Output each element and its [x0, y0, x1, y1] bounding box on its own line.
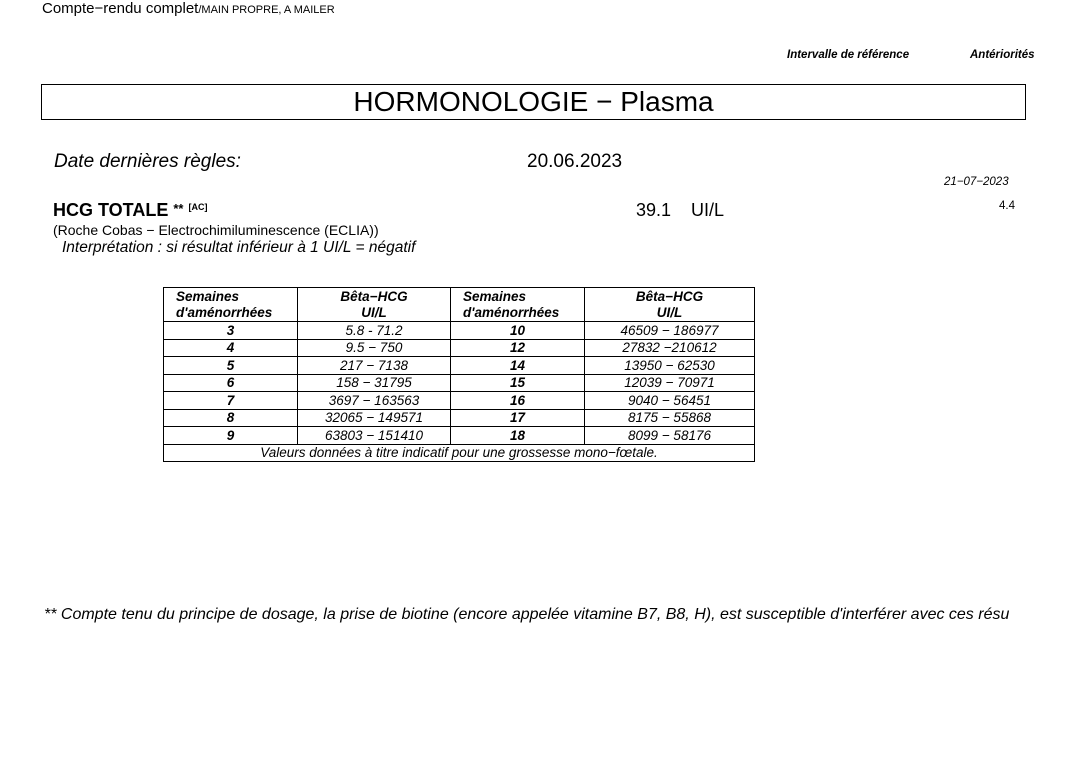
hcg-range-cell: 46509 − 186977: [585, 322, 755, 340]
col-header-line: Bêta−HCG: [340, 288, 408, 304]
reference-table: [163, 287, 755, 462]
col-header-line: Semaines: [463, 288, 527, 304]
hcg-result-unit: UI/L: [691, 200, 725, 220]
reference-interval-header: Intervalle de référence: [787, 49, 910, 61]
col-header-weeks: [451, 288, 585, 322]
weeks-cell: 14: [451, 357, 585, 375]
col-header-line: Bêta−HCG: [635, 288, 704, 304]
hcg-interpretation: Interprétation : si résultat inférieur à 1 UI/L = négatif: [62, 239, 416, 256]
hcg-range-cell: 32065 − 149571: [298, 409, 451, 427]
report-title-text: Compte−rendu complet: [42, 0, 199, 17]
weeks-cell: 15: [451, 374, 585, 392]
table-note: Valeurs données à titre indicatif pour une grossesse mono−fœtale.: [164, 444, 755, 462]
weeks-cell: 5: [164, 357, 298, 375]
hcg-range-cell: 13950 − 62530: [585, 357, 755, 375]
weeks-cell: 18: [451, 427, 585, 445]
last-period-label: Date dernières règles:: [54, 151, 241, 172]
weeks-cell: 9: [164, 427, 298, 445]
report-title: [42, 0, 335, 17]
hcg-range-cell: 217 − 7138: [298, 357, 451, 375]
hcg-result-value: 39.1: [636, 200, 672, 220]
table-row: [164, 409, 755, 427]
weeks-cell: 7: [164, 392, 298, 410]
accreditation-badge: [AC]: [188, 202, 208, 212]
table-row: [164, 322, 755, 340]
col-header-hcg: [298, 288, 451, 322]
prior-result-date: 21−07−2023: [944, 176, 1009, 188]
hcg-range-cell: 8099 − 58176: [585, 427, 755, 445]
col-header-line: d'aménorrhées: [176, 304, 273, 320]
weeks-cell: 6: [164, 374, 298, 392]
weeks-cell: 3: [164, 322, 298, 340]
col-header-line: Semaines: [176, 288, 240, 304]
weeks-cell: 8: [164, 409, 298, 427]
hcg-method: (Roche Cobas − Electrochimiluminescence (ECLIA)): [53, 222, 379, 238]
hcg-range-cell: 5.8 - 71.2: [298, 322, 451, 340]
hcg-range-cell: 12039 − 70971: [585, 374, 755, 392]
prior-results-header: Antériorités: [970, 49, 1035, 61]
weeks-cell: 17: [451, 409, 585, 427]
table-note-row: [164, 444, 755, 462]
weeks-cell: 4: [164, 339, 298, 357]
table-row: [164, 392, 755, 410]
table-row: [164, 374, 755, 392]
hcg-name-text: HCG TOTALE: [53, 200, 169, 220]
weeks-cell: 10: [451, 322, 585, 340]
col-header-line: UI/L: [361, 304, 387, 320]
hcg-range-cell: 27832 −210612: [585, 339, 755, 357]
table-row: [164, 357, 755, 375]
section-title-box: [41, 84, 1026, 120]
table-row: [164, 427, 755, 445]
hcg-range-cell: 9040 − 56451: [585, 392, 755, 410]
hcg-range-cell: 9.5 − 750: [298, 339, 451, 357]
col-header-line: UI/L: [656, 304, 683, 320]
report-subtitle: /MAIN PROPRE, A MAILER: [198, 4, 335, 16]
prior-result-value: 4.4: [999, 200, 1015, 212]
hcg-range-cell: 3697 − 163563: [298, 392, 451, 410]
biotin-footnote: ** Compte tenu du principe de dosage, la prise de biotine (encore appelée vitamine B7, B8, H), est susceptible d'interférer avec ces résu: [44, 606, 1010, 623]
hcg-test-name: [53, 200, 208, 221]
hcg-range-cell: 8175 − 55868: [585, 409, 755, 427]
hcg-stars: **: [173, 201, 184, 216]
col-header-hcg: [585, 288, 755, 322]
table-header-row: [164, 288, 755, 322]
table-row: [164, 339, 755, 357]
col-header-weeks: [164, 288, 298, 322]
last-period-value: 20.06.2023: [527, 151, 623, 172]
weeks-cell: 12: [451, 339, 585, 357]
col-header-line: d'aménorrhées: [463, 304, 560, 320]
hcg-range-cell: 63803 − 151410: [298, 427, 451, 445]
hcg-range-cell: 158 − 31795: [298, 374, 451, 392]
section-title: HORMONOLOGIE − Plasma: [353, 86, 714, 117]
weeks-cell: 16: [451, 392, 585, 410]
